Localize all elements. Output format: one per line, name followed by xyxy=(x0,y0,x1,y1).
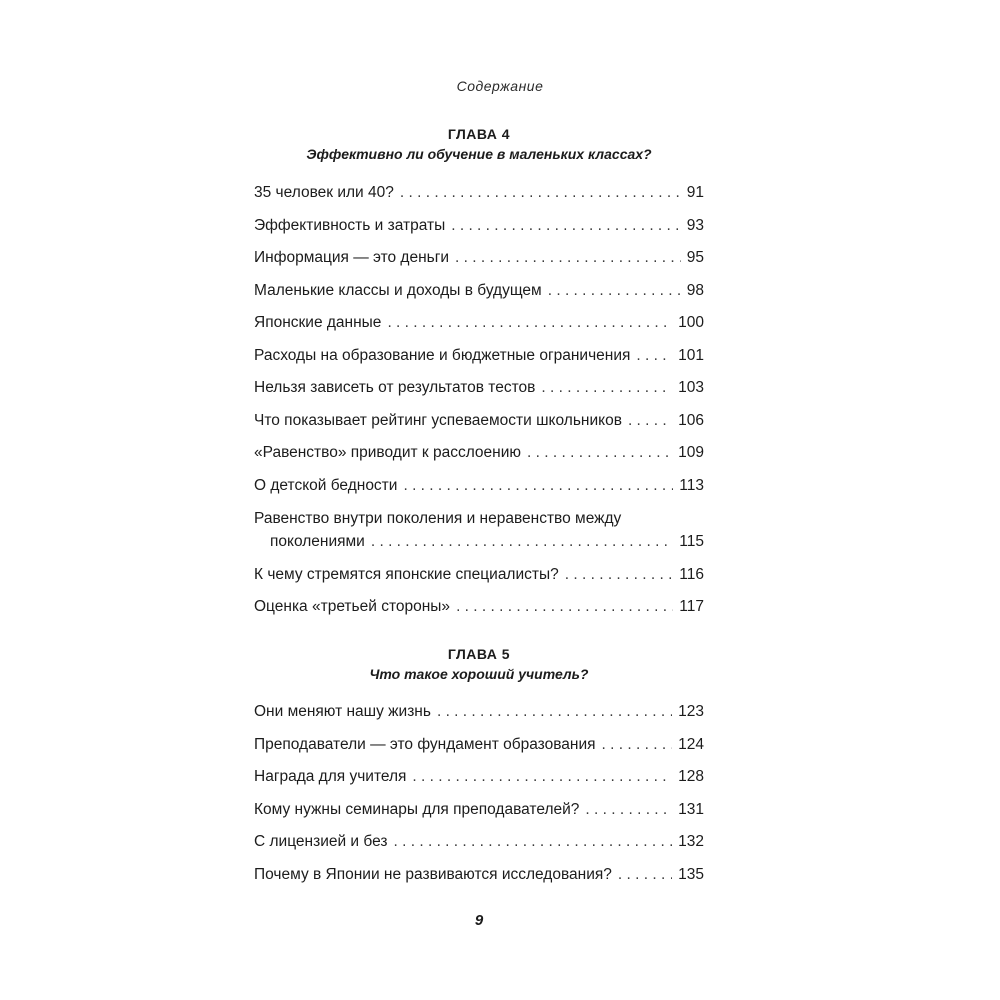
toc-entry[interactable] xyxy=(254,564,704,586)
toc-entry[interactable] xyxy=(254,799,704,821)
entry-page-number: 115 xyxy=(679,533,704,550)
toc-entry[interactable] xyxy=(254,410,704,432)
chapter-title: Что такое хороший учитель? xyxy=(369,666,589,682)
dot-leader xyxy=(602,734,673,756)
entry-page-number: 91 xyxy=(686,184,704,201)
dot-leader xyxy=(451,215,681,237)
toc-entry[interactable] xyxy=(254,734,704,756)
entry-title: Расходы на образование и бюджетные ограничения xyxy=(254,346,631,364)
toc-entry[interactable] xyxy=(254,215,704,237)
dot-leader xyxy=(371,530,673,553)
entry-title: Они меняют нашу жизнь xyxy=(254,703,431,720)
entry-title: Нельзя зависеть от результатов тестов xyxy=(254,379,536,396)
entry-page-number: 103 xyxy=(678,379,704,396)
dot-leader xyxy=(412,766,672,788)
toc-entry[interactable] xyxy=(254,280,704,302)
chapter-4-toc-list xyxy=(254,182,704,629)
dot-leader xyxy=(541,377,672,399)
entry-title: «Равенство» приводит к расслоению xyxy=(254,444,522,461)
entry-title: Маленькие классы и доходы в будущем xyxy=(254,281,542,299)
entry-page-number: 123 xyxy=(678,703,704,720)
dot-leader xyxy=(455,247,681,269)
dot-leader xyxy=(618,864,672,886)
toc-entry[interactable] xyxy=(254,831,704,853)
dot-leader xyxy=(456,596,673,618)
chapter-5-toc-list xyxy=(254,701,704,896)
entry-title: Эффективность и затраты xyxy=(254,216,446,234)
entry-title: Кому нужны семинары для преподавателей? xyxy=(254,800,580,818)
toc-entry[interactable] xyxy=(254,701,704,723)
entry-page-number: 124 xyxy=(678,735,704,753)
chapter-5-heading xyxy=(0,644,958,684)
dot-leader xyxy=(565,564,674,586)
chapter-4-heading xyxy=(0,124,958,164)
entry-title: Что показывает рейтинг успеваемости школьников xyxy=(254,411,622,429)
entry-page-number: 98 xyxy=(686,281,704,299)
entry-page-number: 106 xyxy=(678,411,704,429)
entry-title: К чему стремятся японские специалисты? xyxy=(254,565,559,583)
entry-title: 35 человек или 40? xyxy=(254,184,394,201)
chapter-title: Эффективно ли обучение в маленьких классах? xyxy=(306,146,652,162)
entry-title: Японские данные xyxy=(254,314,382,331)
entry-page-number: 116 xyxy=(679,565,704,583)
entry-page-number: 93 xyxy=(686,216,704,234)
dot-leader xyxy=(387,312,672,334)
entry-title: Оценка «третьей стороны» xyxy=(254,598,451,615)
entry-title-line-2: поколениями xyxy=(270,533,365,550)
running-head: Содержание xyxy=(456,78,544,94)
chapter-label: ГЛАВА 4 xyxy=(447,126,511,142)
dot-leader xyxy=(394,831,673,853)
entry-title: Информация — это деньги xyxy=(254,249,450,266)
entry-page-number: 117 xyxy=(679,598,704,615)
entry-title: С лицензией и без xyxy=(254,833,388,850)
chapter-label: ГЛАВА 5 xyxy=(447,646,511,662)
dot-leader xyxy=(400,182,681,204)
toc-entry[interactable] xyxy=(254,442,704,464)
dot-leader xyxy=(527,442,672,464)
entry-title: О детской бедности xyxy=(254,476,398,494)
toc-entry[interactable] xyxy=(254,247,704,269)
entry-page-number: 132 xyxy=(678,833,704,850)
dot-leader xyxy=(585,799,672,821)
toc-entry[interactable] xyxy=(254,475,704,497)
dot-leader xyxy=(437,701,672,723)
entry-page-number: 109 xyxy=(678,444,704,461)
entry-page-number: 101 xyxy=(678,346,704,364)
dot-leader xyxy=(628,410,672,432)
entry-title-line-1: Равенство внутри поколения и неравенство между xyxy=(254,510,622,527)
entry-page-number: 135 xyxy=(678,865,704,883)
toc-entry[interactable] xyxy=(254,507,704,553)
entry-title: Награда для учителя xyxy=(254,768,407,785)
entry-page-number: 100 xyxy=(678,314,704,331)
toc-entry[interactable] xyxy=(254,182,704,204)
toc-entry[interactable] xyxy=(254,377,704,399)
toc-entry[interactable] xyxy=(254,312,704,334)
entry-title: Почему в Японии не развиваются исследования? xyxy=(254,865,612,883)
dot-leader xyxy=(548,280,681,302)
entry-title: Преподаватели — это фундамент образования xyxy=(254,735,596,753)
toc-entry[interactable] xyxy=(254,766,704,788)
toc-entry[interactable] xyxy=(254,345,704,367)
toc-entry[interactable] xyxy=(254,596,704,618)
dot-leader xyxy=(636,345,672,367)
page-number: 9 xyxy=(474,912,484,929)
dot-leader xyxy=(403,475,673,497)
toc-entry[interactable] xyxy=(254,864,704,886)
entry-page-number: 128 xyxy=(678,768,704,785)
entry-page-number: 95 xyxy=(686,249,704,266)
entry-page-number: 113 xyxy=(679,476,704,494)
entry-page-number: 131 xyxy=(678,800,704,818)
